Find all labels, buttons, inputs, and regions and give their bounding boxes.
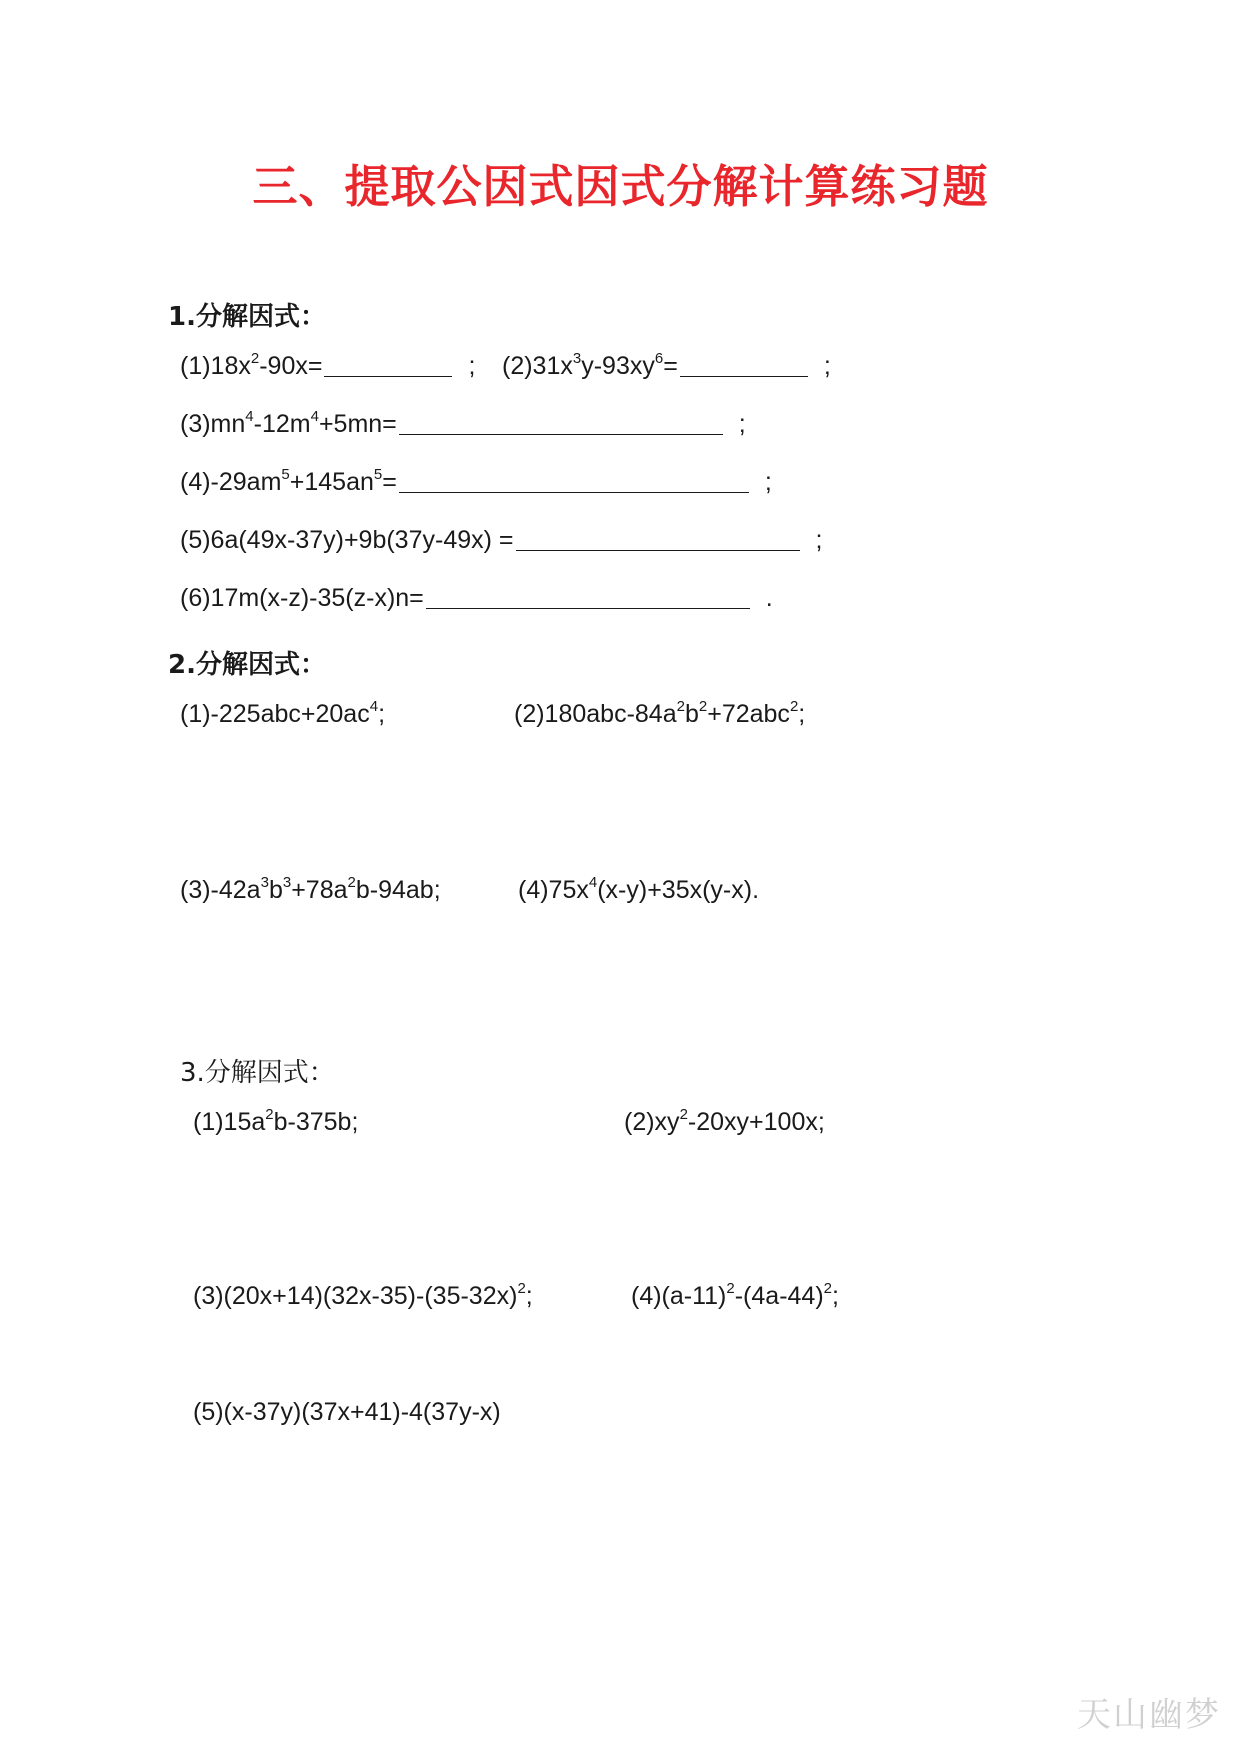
page-title: 三、提取公因式因式分解计算练习题	[252, 160, 989, 213]
s1-q1: $(1)18x^2-90x=$ ;	[180, 350, 476, 380]
s1-q4: $(4)-29am^5+145an^5=$ ;	[180, 466, 772, 496]
section1-heading: 1.分解因式：	[168, 302, 326, 332]
answer-blank-s1-q2[interactable]	[680, 352, 808, 377]
answer-blank-s1-q5[interactable]	[516, 526, 800, 551]
s2-q1: $(1)-225abc+20ac^4$;	[180, 698, 386, 728]
s3-q4: $(4)(a-11)^2-(4a-44)^2$;	[631, 1280, 839, 1310]
s1-q6: (6)17m(x-z)-35(z-x)n= .	[180, 584, 773, 612]
s3-q5: (5)(x-37y)(37x+41)-4(37y-x)	[193, 1398, 501, 1426]
s2-q3: $(3)-42a^3b^3+78a^2b-94ab$;	[180, 874, 441, 904]
s2-q4: $(4)75x^4(x-y)+35x(y-x)$.	[518, 874, 760, 904]
s1-q3: $(3)mn^4-12m^4+5mn=$ ;	[180, 408, 746, 438]
answer-blank-s1-q4[interactable]	[399, 468, 749, 493]
s1-q5: (5)6a(49x-37y)+9b(37y-49x) = ;	[180, 526, 823, 554]
s3-q1: $(1)15a^2b-375b$;	[193, 1106, 359, 1136]
answer-blank-s1-q1[interactable]	[324, 352, 452, 377]
s2-q2: $(2)180abc-84a^2b^2+72abc^2$;	[514, 698, 806, 728]
answer-blank-s1-q3[interactable]	[399, 410, 723, 435]
s1-q2: $(2)31x^3y-93xy^6=$ ;	[502, 350, 831, 380]
answer-blank-s1-q6[interactable]	[426, 584, 750, 609]
section3-heading: 3.分解因式：	[180, 1058, 335, 1088]
s3-q3: $(3)(20x+14)(32x-35)-(35-32x)^2$;	[193, 1280, 533, 1310]
s3-q2: $(2)xy^2-20xy+100x$;	[624, 1106, 825, 1136]
section2-heading: 2.分解因式：	[168, 650, 326, 680]
watermark: 天山幽梦	[1077, 1695, 1221, 1735]
